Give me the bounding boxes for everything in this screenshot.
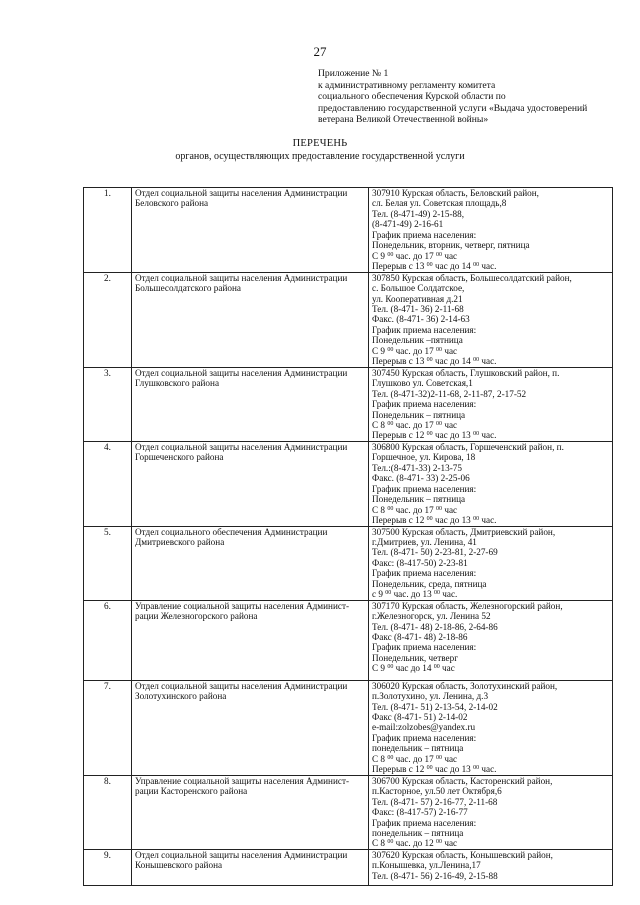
agency-name-line: Отдел социальной защиты населения Администрации bbox=[135, 188, 348, 198]
agency-name bbox=[132, 188, 369, 273]
agency-name-line: Отдел социального обеспечения Администрации bbox=[135, 526, 328, 537]
contact-line: График приема населения: bbox=[372, 399, 477, 410]
contact-line: График приема населения: bbox=[372, 229, 477, 240]
contact-line: п.Золотухино, ул. Ленина, д.3 bbox=[372, 691, 489, 702]
contact-line: Тел. (8-471- 48) 2-18-86, 2-64-86 bbox=[372, 621, 498, 632]
contact-line: Факс (8-471- 51) 2-14-02 bbox=[372, 712, 468, 723]
agency-contacts bbox=[369, 441, 613, 526]
contact-line: Понедельник –пятница bbox=[372, 335, 463, 346]
contact-line: Понедельник – пятница bbox=[372, 409, 466, 420]
contact-line: Перерыв с 12 $^{00}$ час до 13 $^{00}$ час. bbox=[372, 764, 497, 775]
contact-line: С 9 $^{00}$ час до 14 $^{00}$ час bbox=[372, 663, 455, 674]
contact-line: Тел.:(8-471-33) 2-13-75 bbox=[372, 462, 462, 473]
document-title: ПЕРЕЧЕНЬ bbox=[292, 138, 348, 149]
contact-line: e-mail:zolzobes@yandex.ru bbox=[372, 722, 476, 733]
agency-name-line: рации Железногорского района bbox=[135, 611, 258, 622]
contact-line: График приема населения: bbox=[372, 732, 477, 743]
contact-line: С 9 $^{00}$ час. до 17 $^{00}$ час bbox=[372, 250, 458, 261]
contact-line: Глушково ул. Советская,1 bbox=[372, 378, 473, 389]
contact-line: Перерыв с 12 $^{00}$ час до 13 $^{00}$ час. bbox=[372, 515, 497, 526]
contact-line: Тел. (8-471- 36) 2-11-68 bbox=[372, 303, 464, 314]
agency-name-line: Большесолдатского района bbox=[135, 283, 241, 294]
contact-line: 307850 Курская область, Большесолдатский район, bbox=[372, 272, 572, 283]
contact-line: Тел. (8-471- 51) 2-13-54, 2-14-02 bbox=[372, 701, 498, 712]
contact-line: Перерыв с 12 $^{00}$ час до 13 $^{00}$ час. bbox=[372, 430, 497, 441]
agency-contacts bbox=[369, 188, 613, 273]
contact-line: С 8 $^{00}$ час. до 17 $^{00}$ час bbox=[372, 504, 458, 515]
agency-contacts bbox=[369, 272, 613, 367]
agency-name-line: Конышевского района bbox=[135, 860, 223, 871]
contact-line: Тел. (8-471- 50) 2-23-81, 2-27-69 bbox=[372, 547, 498, 558]
agency-contacts bbox=[369, 680, 613, 775]
agency-name-line: Управление социальной защиты населения Админист- bbox=[135, 600, 350, 611]
contact-line: Понедельник, четверг bbox=[372, 652, 458, 663]
contact-line: 306020 Курская область, Золотухинский район, bbox=[372, 680, 558, 691]
row-number: 8. bbox=[84, 775, 132, 849]
contact-line: Перерыв с 13 $^{00}$ час до 14 $^{00}$ час. bbox=[372, 261, 497, 272]
contact-line: Факс. (8-471- 36) 2-14-63 bbox=[372, 314, 470, 325]
contact-line: Тел. (8-471- 57) 2-16-77, 2-11-68 bbox=[372, 796, 498, 807]
row-number: 4. bbox=[84, 441, 132, 526]
table-row bbox=[84, 680, 613, 775]
agency-name-line: Отдел социальной защиты населения Администрации bbox=[135, 680, 348, 691]
table-row bbox=[84, 775, 613, 849]
contact-line: Тел. (8-471-32)2-11-68, 2-11-87, 2-17-52 bbox=[372, 388, 527, 399]
agency-contacts bbox=[369, 849, 613, 885]
contact-line: с. Большое Солдатское, bbox=[372, 283, 465, 294]
table-row bbox=[84, 526, 613, 600]
agency-name bbox=[132, 600, 369, 680]
row-number: 9. bbox=[84, 849, 132, 885]
appendix-line: Приложение № 1 bbox=[318, 68, 389, 79]
appendix-line: предоставлению государственной услуги «Выдача удостоверений bbox=[318, 102, 588, 114]
contact-line: 307500 Курская область, Дмитриевский район, bbox=[372, 526, 556, 537]
agency-name bbox=[132, 441, 369, 526]
table-row bbox=[84, 441, 613, 526]
contact-line: График приема населения: bbox=[372, 483, 477, 494]
contact-line: понедельник – пятница bbox=[372, 828, 464, 839]
contact-line: сл. Белая ул. Советская площадь,8 bbox=[372, 198, 507, 209]
agency-name-line: рации Касторенского района bbox=[135, 786, 248, 797]
row-number: 7. bbox=[84, 680, 132, 775]
agency-name-line: Отдел социальной защиты населения Администрации bbox=[135, 441, 348, 452]
contact-line: 306700 Курская область, Касторенский район, bbox=[372, 775, 553, 786]
agency-name-line: Золотухинского района bbox=[135, 691, 227, 702]
contact-line: 306800 Курская область, Горшеченский район, п. bbox=[372, 441, 564, 452]
table-row bbox=[84, 188, 613, 273]
agency-table bbox=[83, 187, 613, 886]
appendix-line: к административному регламенту комитета bbox=[318, 79, 496, 91]
agency-name-line: Отдел социальной защиты населения Администрации bbox=[135, 272, 348, 283]
agency-name-line: Управление социальной защиты населения Админист- bbox=[135, 775, 350, 786]
table-row bbox=[84, 600, 613, 680]
contact-line: Факс: (8-417-57) 2-16-77 bbox=[372, 807, 468, 818]
contact-line: Факс. (8-471- 33) 2-25-06 bbox=[372, 473, 470, 484]
agency-name bbox=[132, 272, 369, 367]
contact-line: График приема населения: bbox=[372, 817, 477, 828]
agency-name bbox=[132, 775, 369, 849]
contact-line: п.Касторное, ул.50 лет Октября,6 bbox=[372, 786, 502, 797]
page-number: 27 bbox=[313, 44, 327, 59]
contact-line: График приема населения: bbox=[372, 324, 477, 335]
agency-name-line: Беловского района bbox=[135, 198, 209, 209]
document-subtitle: органов, осуществляющих предоставление государственной услуги bbox=[175, 151, 465, 162]
agency-contacts bbox=[369, 775, 613, 849]
contact-line: Тел. (8-471- 56) 2-16-49, 2-15-88 bbox=[372, 870, 498, 881]
contact-line: График приема населения: bbox=[372, 642, 477, 653]
appendix-line: ветерана Великой Отечественной войны» bbox=[318, 114, 489, 126]
contact-line: 307910 Курская область, Беловский район, bbox=[372, 188, 539, 198]
agency-name-line: Отдел социальной защиты населения Администрации bbox=[135, 849, 348, 860]
agency-name bbox=[132, 526, 369, 600]
contact-line: Перерыв с 13 $^{00}$ час до 14 $^{00}$ час. bbox=[372, 356, 497, 367]
row-number: 6. bbox=[84, 600, 132, 680]
contact-line: Понедельник, вторник, четверг, пятница bbox=[372, 240, 530, 251]
contact-line: Понедельник, среда, пятница bbox=[372, 578, 487, 589]
table-row bbox=[84, 367, 613, 441]
contact-line: Тел. (8-471-49) 2-15-88, bbox=[372, 208, 465, 219]
row-number: 2. bbox=[84, 272, 132, 367]
row-number: 5. bbox=[84, 526, 132, 600]
table-row bbox=[84, 272, 613, 367]
contact-line: С 8 $^{00}$ час. до 17 $^{00}$ час bbox=[372, 419, 458, 430]
agency-name bbox=[132, 367, 369, 441]
agency-contacts bbox=[369, 600, 613, 680]
contact-line: с 9 $^{00}$ час. до 13 $^{00}$ час. bbox=[372, 589, 458, 600]
contact-line: ул. Кооперативная д.21 bbox=[372, 293, 463, 304]
contact-line: г.Железногорск, ул. Ленина 52 bbox=[372, 611, 491, 622]
agency-contacts bbox=[369, 367, 613, 441]
contact-line: 307620 Курская область, Конышевский район, bbox=[372, 849, 553, 860]
contact-line: Понедельник – пятница bbox=[372, 494, 466, 505]
contact-line: Факс (8-471- 48) 2-18-86 bbox=[372, 632, 468, 643]
contact-line: С 8 $^{00}$ час. до 12 $^{00}$ час bbox=[372, 838, 458, 849]
agency-contacts bbox=[369, 526, 613, 600]
row-number: 3. bbox=[84, 367, 132, 441]
contact-line: п.Конышевка, ул.Ленина,17 bbox=[372, 860, 481, 871]
contact-line: (8-471-49) 2-16-61 bbox=[372, 219, 444, 230]
contact-line: г.Дмитриев, ул. Ленина, 41 bbox=[372, 536, 477, 547]
contact-line: С 8 $^{00}$ час. до 17 $^{00}$ час bbox=[372, 753, 458, 764]
agency-table-body bbox=[84, 188, 613, 886]
appendix-header bbox=[318, 68, 618, 126]
agency-name bbox=[132, 849, 369, 885]
contact-line: 307450 Курская область, Глушковский район, п. bbox=[372, 367, 560, 378]
contact-line: Горшечное, ул. Кирова, 18 bbox=[372, 452, 476, 463]
contact-line: График приема населения: bbox=[372, 568, 477, 579]
agency-name-line: Отдел социальной защиты населения Администрации bbox=[135, 367, 348, 378]
agency-name bbox=[132, 680, 369, 775]
contact-line: С 9 $^{00}$ час. до 17 $^{00}$ час bbox=[372, 345, 458, 356]
contact-line: понедельник – пятница bbox=[372, 743, 464, 754]
agency-name-line: Глушковского района bbox=[135, 378, 220, 389]
row-number: 1. bbox=[84, 188, 132, 273]
contact-line: Факс: (8-417-50) 2-23-81 bbox=[372, 557, 468, 568]
contact-line: 307170 Курская область, Железногорский район, bbox=[372, 600, 563, 611]
agency-name-line: Горшеченского района bbox=[135, 452, 224, 463]
agency-name-line: Дмитриевского района bbox=[135, 536, 225, 547]
appendix-line: социального обеспечения Курской области по bbox=[318, 91, 506, 103]
table-row bbox=[84, 849, 613, 885]
